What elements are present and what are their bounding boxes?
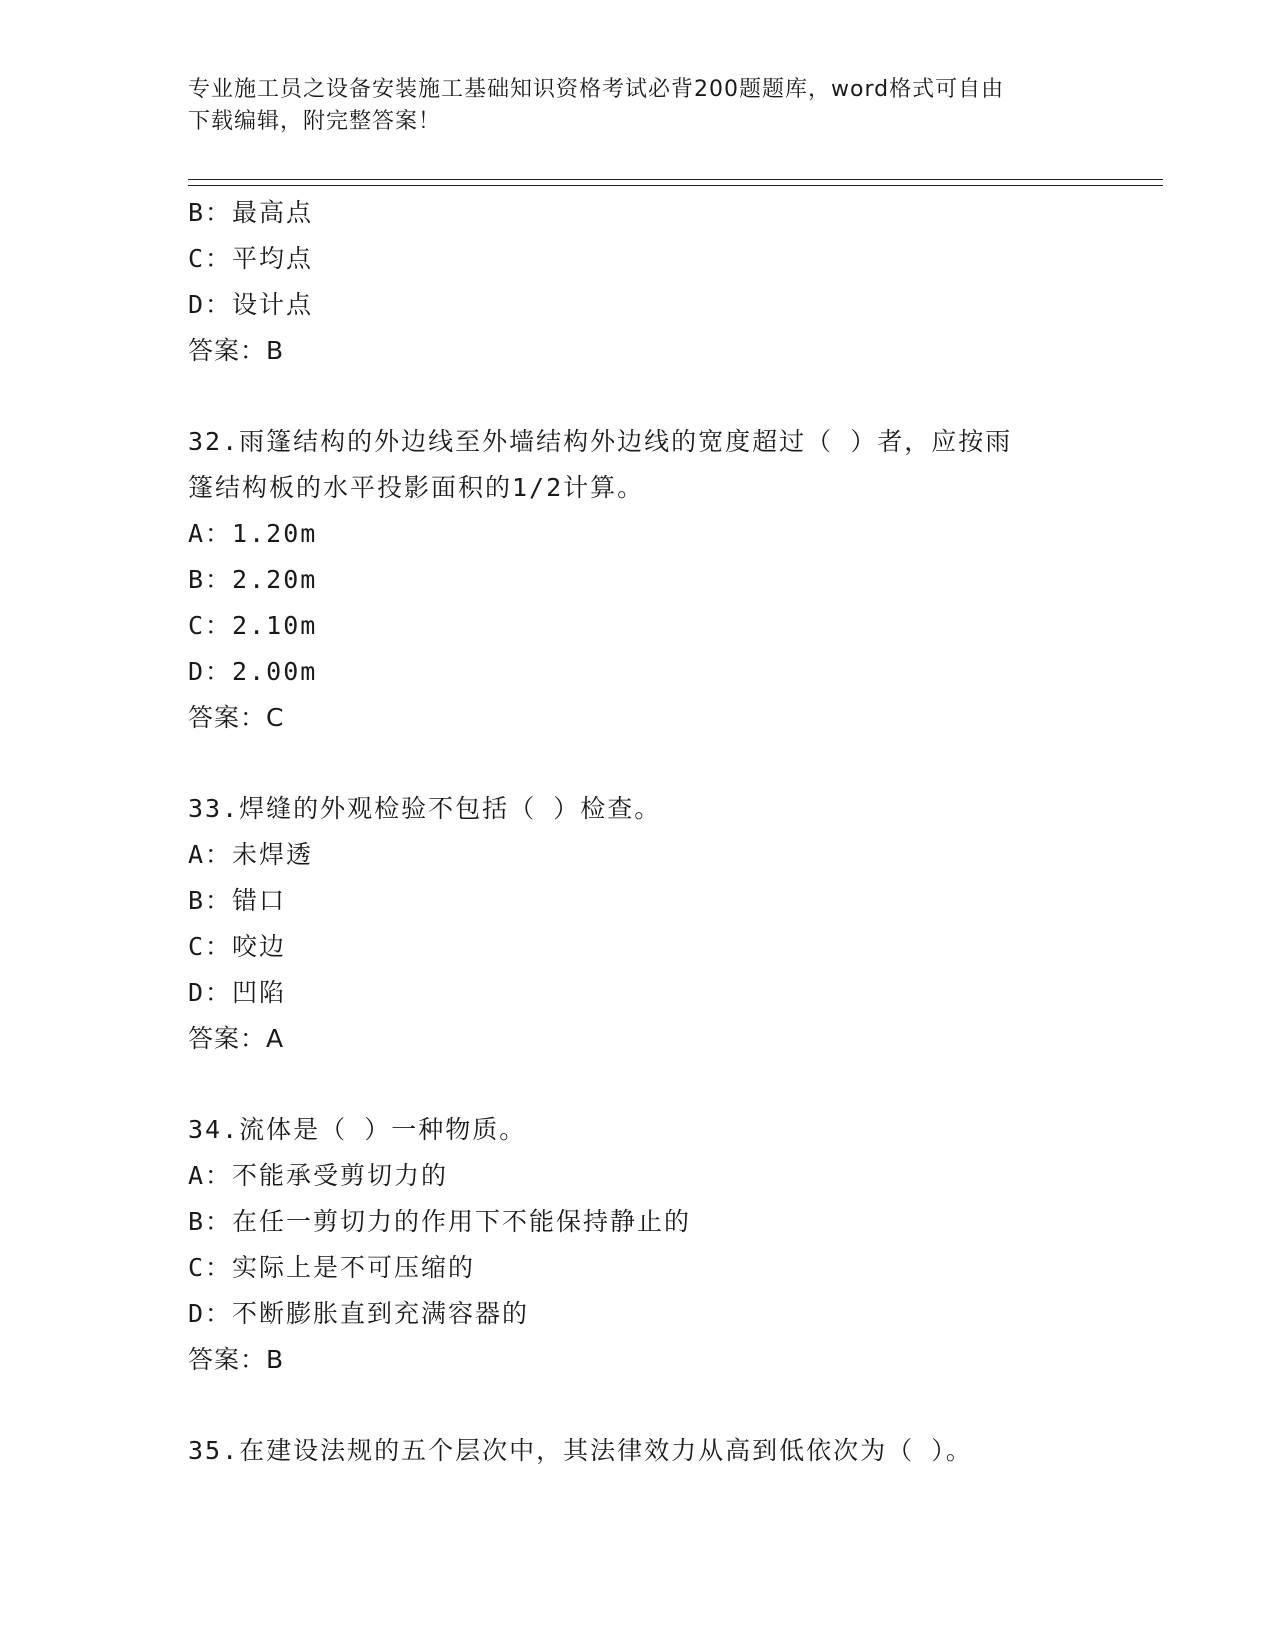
option-a: A：1.20m	[188, 519, 318, 548]
document-header	[188, 74, 1088, 138]
option-d: D：2.00m	[188, 657, 318, 686]
question-list	[188, 190, 1088, 1474]
option-c: C：咬边	[188, 932, 287, 961]
answer-34: 答案：B	[188, 1345, 285, 1374]
question-32-text-line-2: 篷结构板的水平投影面积的1/2计算。	[188, 473, 645, 502]
option-a: A：不能承受剪切力的	[188, 1161, 449, 1190]
question-31-tail	[188, 190, 1088, 374]
question-34	[188, 1107, 1088, 1383]
option-b: B：2.20m	[188, 565, 318, 594]
question-35	[188, 1428, 1088, 1474]
option-c: C：2.10m	[188, 611, 318, 640]
option-b: B：错口	[188, 886, 287, 915]
question-32	[188, 419, 1088, 741]
option-c: C：实际上是不可压缩的	[188, 1253, 476, 1282]
spacer	[188, 374, 1088, 419]
answer-33: 答案：A	[188, 1024, 285, 1053]
option-d: D：凹陷	[188, 978, 287, 1007]
header-rule-bottom	[188, 185, 1163, 186]
option-b: B：在任一剪切力的作用下不能保持静止的	[188, 1207, 692, 1236]
question-34-text: 34.流体是（ ）一种物质。	[188, 1115, 527, 1144]
answer-32: 答案：C	[188, 703, 285, 732]
option-d: D：设计点	[188, 290, 314, 319]
option-a: A：未焊透	[188, 840, 314, 869]
answer-31: 答案：B	[188, 336, 285, 365]
question-33-text: 33.焊缝的外观检验不包括（ ）检查。	[188, 794, 662, 823]
spacer	[188, 1383, 1088, 1428]
question-32-text-line-1: 32.雨篷结构的外边线至外墙结构外边线的宽度超过（ ）者，应按雨	[188, 427, 1013, 456]
spacer	[188, 741, 1088, 786]
option-d: D：不断膨胀直到充满容器的	[188, 1299, 530, 1328]
header-line-1: 专业施工员之设备安装施工基础知识资格考试必背200题题库，word格式可自由	[188, 77, 1005, 102]
question-35-text: 35.在建设法规的五个层次中，其法律效力从高到低依次为（ ）。	[188, 1436, 973, 1465]
option-c: C：平均点	[188, 244, 314, 273]
question-33	[188, 786, 1088, 1062]
header-line-2: 下载编辑，附完整答案！	[188, 109, 442, 134]
header-rule-top	[188, 179, 1163, 180]
spacer	[188, 1062, 1088, 1107]
option-b: B：最高点	[188, 198, 314, 227]
